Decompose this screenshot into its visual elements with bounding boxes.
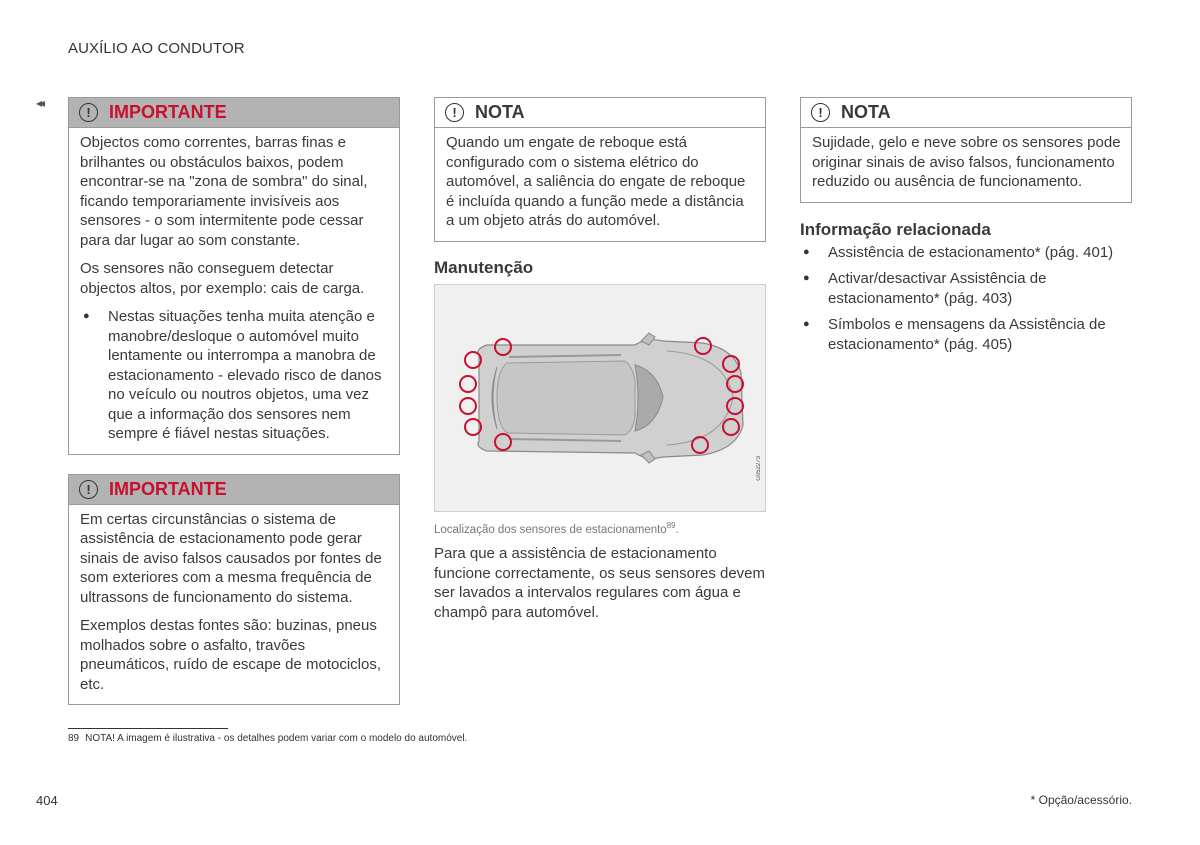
important-box-title: IMPORTANTE [109, 102, 227, 122]
footnote-ref[interactable]: 89 [666, 520, 676, 530]
exclamation-circle-icon: ! [79, 480, 98, 499]
note-box-body [435, 128, 765, 241]
important-box-body [69, 505, 399, 705]
car-top-view-illustration [435, 285, 765, 511]
section-heading-maintenance: Manutenção [434, 257, 534, 277]
exclamation-circle-icon: ! [811, 103, 830, 122]
related-info-list [800, 243, 1132, 355]
important-box-body [69, 128, 399, 454]
column-right [800, 97, 1132, 361]
car-sensor-figure [434, 284, 766, 512]
maintenance-paragraph: Para que a assistência de estacionamento funcione correctamente, os seus sensores devem ser lavados a intervalos regulares com água e champô para automóvel. [434, 545, 766, 621]
figure-code: G052273 [756, 455, 762, 481]
footnote-divider [68, 728, 228, 729]
related-link[interactable]: ● Símbolos e mensagens da Assistência de estacionamento* (pág. 405) [800, 315, 1132, 354]
page-section-title: AUXÍLIO AO CONDUTOR [68, 40, 245, 57]
related-link[interactable]: ● Assistência de estacionamento* (pág. 401) [800, 243, 1132, 263]
important-paragraph: Em certas circunstâncias o sistema de assistência de estacionamento pode gerar sinais de aviso falsos causados por fontes de som exteriores com a mesma frequência de ultrassons de funcionamento do sistema. [80, 510, 382, 606]
important-paragraph: Exemplos destas fontes são: buzinas, pneus molhados sobre o asfalto, travões pneumáticos, ruído de escape de motociclos, etc. [80, 617, 382, 693]
related-info-heading: Informação relacionada [800, 219, 991, 239]
column-middle [434, 97, 766, 622]
back-arrows-icon[interactable]: ◂◂ [36, 96, 43, 110]
note-box-header [801, 98, 1131, 128]
important-box-2 [68, 474, 400, 706]
important-box-title: IMPORTANTE [109, 478, 227, 499]
footnote-text: NOTA! A imagem é ilustrativa - os detalhes podem variar com o modelo do automóvel. [85, 733, 468, 744]
note-box-title: NOTA [841, 102, 891, 122]
list-item: ● Nestas situações tenha muita atenção e manobre/desloque o automóvel muito lentamente ou interrompa a manobra de estacionamento - elevado risco de danos no veículo ou noutros objetos, uma vez que a informação dos sensores nem sempre é fiável nestas situações. [80, 307, 389, 444]
important-paragraph: Os sensores não conseguem detectar objectos altos, por exemplo: cais de carga. [80, 260, 365, 297]
column-left [68, 97, 400, 705]
related-link[interactable]: ● Activar/desactivar Assistência de estacionamento* (pág. 403) [800, 269, 1132, 308]
important-box-header [69, 98, 399, 128]
note-box-header [435, 98, 765, 128]
important-bullet-list [80, 307, 389, 444]
note-box-body [801, 128, 1131, 202]
footnote-number: 89 [68, 733, 80, 744]
footnote [68, 733, 467, 744]
note-paragraph: Quando um engate de reboque está configurado com o sistema elétrico do automóvel, a saliência do engate de reboque é incluída quando a função mede a distância a um objeto atrás do automóvel. [446, 134, 746, 229]
note-paragraph: Sujidade, gelo e neve sobre os sensores pode originar sinais de aviso falsos, funcionamento reduzido ou ausência de funcionamento. [812, 134, 1121, 190]
note-box [434, 97, 766, 242]
note-box-2 [800, 97, 1132, 203]
exclamation-circle-icon: ! [445, 103, 464, 122]
page-number: 404 [36, 793, 58, 808]
note-box-title: NOTA [475, 102, 525, 122]
important-paragraph: Objectos como correntes, barras finas e brilhantes ou obstáculos baixos, podem encontrar-se na "zona de sombra" do sinal, ficando temporariamente invisíveis aos sensores - o som intermitente pode cessar para dar lugar ao som constante. [80, 134, 368, 249]
figure-caption: Localização dos sensores de estacionamento$^{89}$. [434, 520, 679, 536]
important-box-header [69, 475, 399, 505]
important-box [68, 97, 400, 455]
exclamation-circle-icon: ! [79, 103, 98, 122]
option-accessory-note: * Opção/acessório. [1030, 793, 1132, 807]
